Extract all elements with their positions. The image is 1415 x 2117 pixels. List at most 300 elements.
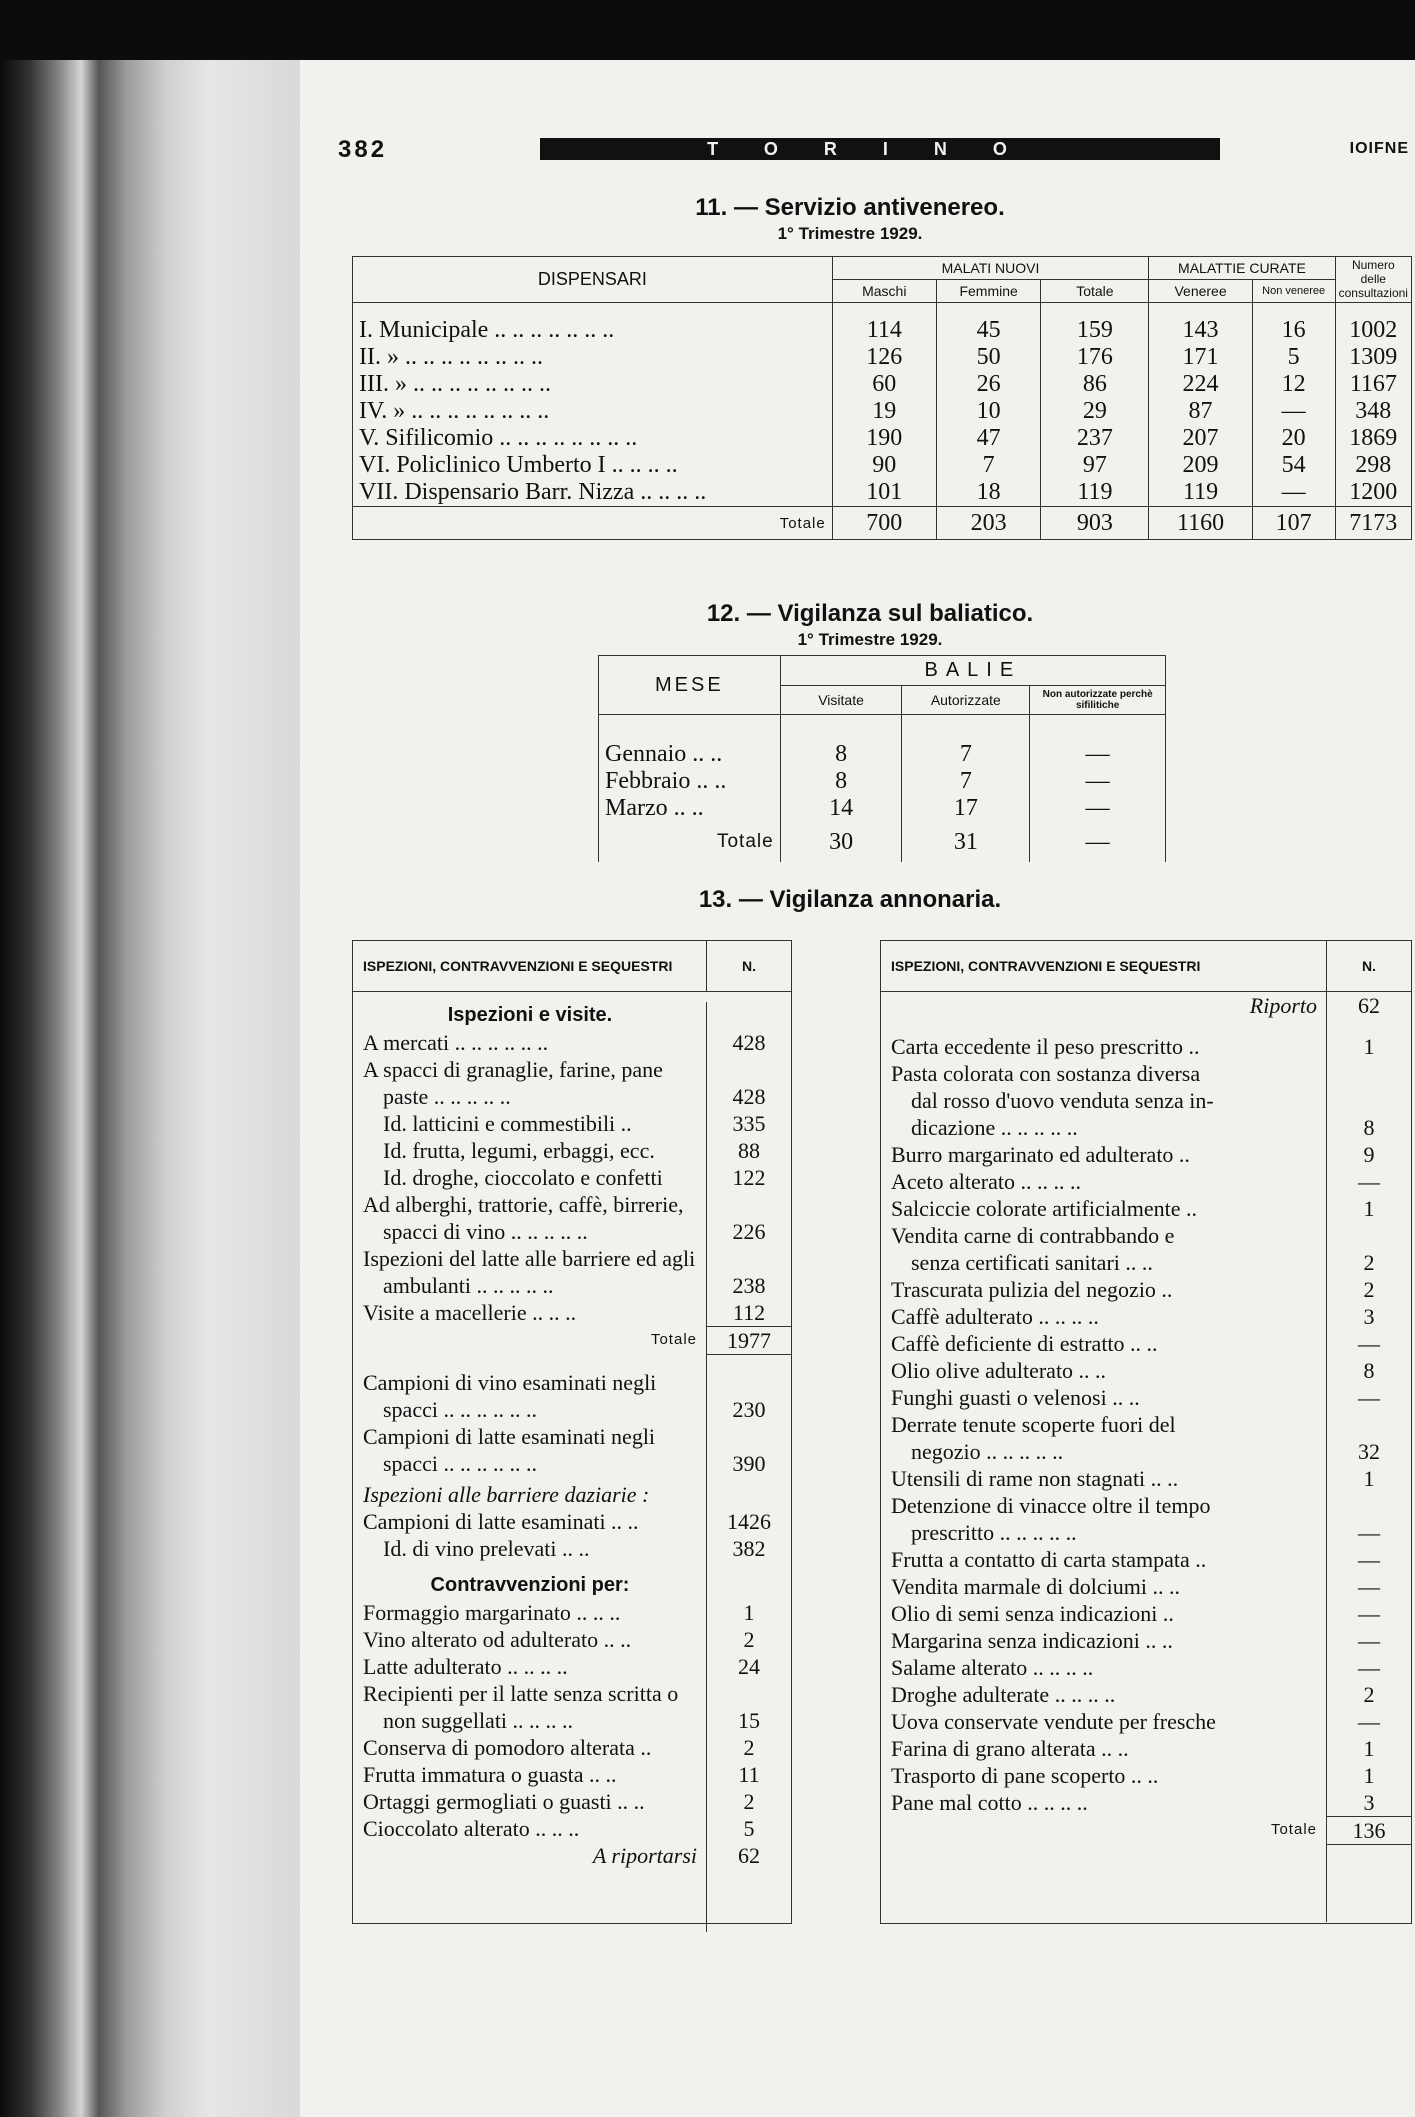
item-text: Ispezioni del latte alle barriere ed agli <box>363 1246 696 1271</box>
list-item <box>881 1384 1411 1411</box>
item-text: Droghe adulterate .. .. .. .. <box>891 1682 1116 1707</box>
list-item <box>881 1465 1411 1492</box>
item-text: Pasta colorata con sostanza diversa <box>891 1061 1201 1086</box>
item-text: spacci di vino .. .. .. .. .. <box>383 1219 588 1244</box>
item-text: Id. droghe, cioccolato e confetti <box>383 1165 663 1190</box>
item-value: 11 <box>738 1762 760 1787</box>
cell-veneree: 224 <box>1149 371 1252 398</box>
item-value: 112 <box>732 1300 766 1325</box>
cell-femmine: 7 <box>936 452 1041 479</box>
item-text: Conserva di pomodoro alterata .. <box>363 1735 652 1760</box>
item-text: A spacci di granaglie, farine, pane <box>363 1057 663 1082</box>
table-row <box>599 795 1166 822</box>
cell-veneree: 119 <box>1149 479 1252 507</box>
item-value: 428 <box>732 1084 766 1109</box>
list-item <box>881 1033 1411 1060</box>
item-value: — <box>1358 1628 1380 1653</box>
cell-consultazioni: 1869 <box>1335 425 1411 452</box>
list-item <box>881 1762 1411 1789</box>
item-value <box>707 1056 791 1083</box>
header-numero-consultazioni: Numero delle consultazioni <box>1335 257 1411 303</box>
item-text: Aceto alterato .. .. .. .. <box>891 1169 1081 1194</box>
item-text: Ad alberghi, trattorie, caffè, birrerie, <box>363 1192 684 1217</box>
dispensario-name: II. » .. .. .. .. .. .. .. .. <box>353 344 833 371</box>
table-row <box>599 715 1166 769</box>
list-item <box>353 1110 791 1137</box>
list-item <box>881 1438 1411 1465</box>
item-value: 1 <box>1363 1736 1375 1761</box>
item-value: 2 <box>743 1627 755 1652</box>
list-item <box>353 1815 791 1842</box>
header-mese: MESE <box>599 656 781 715</box>
item-value <box>1327 1222 1411 1249</box>
list-item <box>881 1411 1411 1438</box>
item-text: Detenzione di vinacce oltre il tempo <box>891 1493 1211 1518</box>
cell-autorizzate: 17 <box>902 795 1030 822</box>
item-value: — <box>1358 1655 1380 1680</box>
item-text: Campioni di latte esaminati .. .. <box>363 1509 639 1534</box>
section-12-subtitle: 1° Trimestre 1929. <box>797 630 943 649</box>
list-item <box>881 1546 1411 1573</box>
item-value: 62 <box>1358 993 1380 1018</box>
list-item <box>881 1303 1411 1330</box>
item-text: Pane mal cotto .. .. .. .. <box>891 1790 1088 1815</box>
item-value: 88 <box>738 1138 760 1163</box>
item-value <box>707 1245 791 1272</box>
cell-maschi: 114 <box>832 303 936 345</box>
item-value: 335 <box>732 1111 766 1136</box>
cell-consultazioni: 1309 <box>1335 344 1411 371</box>
item-value: 3 <box>1363 1304 1375 1329</box>
cell-non-veneree: 16 <box>1252 303 1335 345</box>
item-text: Recipienti per il latte senza scritta o <box>363 1681 679 1706</box>
item-value: 2 <box>1363 1277 1375 1302</box>
list-item <box>881 1600 1411 1627</box>
totale-femmine: 203 <box>936 507 1041 540</box>
cell-veneree: 209 <box>1149 452 1252 479</box>
item-value: — <box>1358 1331 1380 1356</box>
item-value: 8 <box>1363 1358 1375 1383</box>
table-row <box>353 371 1412 398</box>
cell-consultazioni: 1167 <box>1335 371 1411 398</box>
section-11-title: 11. — Servizio antivenereo. <box>695 194 1005 221</box>
item-text: ambulanti .. .. .. .. .. <box>383 1273 554 1298</box>
list-item <box>881 1681 1411 1708</box>
item-text: Uova conservate vendute per fresche <box>891 1709 1216 1734</box>
cell-non-aut: — <box>1030 795 1166 822</box>
item-value: 8 <box>1363 1115 1375 1140</box>
list-item <box>881 1168 1411 1195</box>
item-text: Olio di semi senza indicazioni .. <box>891 1601 1174 1626</box>
item-text: Id. latticini e commestibili .. <box>383 1111 632 1136</box>
dispensario-name: I. Municipale .. .. .. .. .. .. .. <box>353 303 833 345</box>
item-text: non suggellati .. .. .. .. <box>383 1708 574 1733</box>
item-value: 1 <box>1363 1466 1375 1491</box>
cell-maschi: 101 <box>832 479 936 507</box>
item-value: — <box>1358 1601 1380 1626</box>
item-text: Vendita marmale di dolciumi .. .. <box>891 1574 1180 1599</box>
item-value: 32 <box>1358 1439 1380 1464</box>
list-item <box>353 1535 791 1562</box>
n-header-left: N. <box>742 958 756 974</box>
list-item <box>881 1519 1411 1546</box>
cell-non-veneree: 5 <box>1252 344 1335 371</box>
cell-visitate: 8 <box>780 768 902 795</box>
item-text: Farina di grano alterata .. .. <box>891 1736 1129 1761</box>
item-text: Latte adulterato .. .. .. .. <box>363 1654 568 1679</box>
item-value: 390 <box>732 1451 766 1476</box>
item-value <box>707 1002 791 1029</box>
item-text: prescritto .. .. .. .. .. <box>911 1520 1077 1545</box>
list-item <box>881 1249 1411 1276</box>
cell-autorizzate: 7 <box>902 768 1030 795</box>
cell-non-veneree: 12 <box>1252 371 1335 398</box>
list-item <box>881 992 1411 1019</box>
dispensario-name: IV. » .. .. .. .. .. .. .. .. <box>353 398 833 425</box>
col-header-right: ISPEZIONI, CONTRAVVENZIONI E SEQUESTRI <box>881 941 1327 991</box>
item-text: Caffè adulterato .. .. .. .. <box>891 1304 1099 1329</box>
list-item <box>353 1788 791 1815</box>
cell-maschi: 126 <box>832 344 936 371</box>
list-item <box>881 1222 1411 1249</box>
item-text: Ortaggi germogliati o guasti .. .. <box>363 1789 645 1814</box>
table-row <box>599 768 1166 795</box>
list-item <box>881 1141 1411 1168</box>
list-item <box>353 1002 791 1029</box>
totale-visitate: 30 <box>780 822 902 862</box>
cell-totale: 159 <box>1041 303 1149 345</box>
cell-femmine: 26 <box>936 371 1041 398</box>
header-maschi: Maschi <box>832 280 936 303</box>
item-text: Formaggio margarinato .. .. .. <box>363 1600 621 1625</box>
item-text: spacci .. .. .. .. .. .. <box>383 1397 537 1422</box>
item-text: Frutta immatura o guasta .. .. <box>363 1762 617 1787</box>
mese-name: Febbraio .. .. <box>599 768 781 795</box>
item-text: Funghi guasti o velenosi .. .. <box>891 1385 1140 1410</box>
item-text: Carta eccedente il peso prescritto .. <box>891 1034 1200 1059</box>
list-item <box>353 1299 791 1326</box>
cell-non-veneree: — <box>1252 398 1335 425</box>
cell-non-aut: — <box>1030 715 1166 769</box>
cell-femmine: 47 <box>936 425 1041 452</box>
item-text: Riporto <box>1249 993 1317 1018</box>
item-value: 1977 <box>707 1326 791 1355</box>
header-visitate: Visitate <box>780 686 902 715</box>
list-item <box>881 1708 1411 1735</box>
list-item <box>881 1019 1411 1033</box>
item-text: senza certificati sanitari .. .. <box>911 1250 1153 1275</box>
cell-veneree: 87 <box>1149 398 1252 425</box>
item-text <box>353 1355 707 1369</box>
item-value: 62 <box>738 1843 760 1868</box>
list-item <box>353 1599 791 1626</box>
book-binding <box>0 60 300 2117</box>
item-text: A mercati .. .. .. .. .. .. <box>363 1030 549 1055</box>
item-value: 1426 <box>727 1509 771 1534</box>
list-item <box>881 1357 1411 1384</box>
item-text: Ispezioni e visite. <box>447 1004 613 1026</box>
item-value <box>707 1680 791 1707</box>
list-item <box>353 1029 791 1056</box>
item-value <box>707 1481 791 1508</box>
cell-non-veneree: — <box>1252 479 1335 507</box>
item-value: 382 <box>732 1536 766 1561</box>
item-text <box>881 1019 1327 1033</box>
cell-maschi: 90 <box>832 452 936 479</box>
list-item <box>881 1816 1411 1845</box>
item-value: 1 <box>1363 1034 1375 1059</box>
item-text: Burro margarinato ed adulterato .. <box>891 1142 1190 1167</box>
item-value <box>1327 1060 1411 1087</box>
table-row <box>353 398 1412 425</box>
cell-femmine: 45 <box>936 303 1041 345</box>
item-text: Campioni di latte esaminati negli <box>363 1424 656 1449</box>
annonaria-right-column <box>880 940 1412 1924</box>
running-title-right: IOIFNE <box>1349 140 1409 157</box>
header-veneree: Veneree <box>1149 280 1252 303</box>
list-item <box>881 1087 1411 1114</box>
table-row <box>353 303 1412 345</box>
list-item <box>881 1276 1411 1303</box>
item-text: negozio .. .. .. .. .. <box>911 1439 1064 1464</box>
item-text: Utensili di rame non stagnati .. .. <box>891 1466 1179 1491</box>
item-value <box>1327 1019 1411 1033</box>
cell-femmine: 10 <box>936 398 1041 425</box>
cell-non-veneree: 54 <box>1252 452 1335 479</box>
list-item <box>353 1272 791 1299</box>
antivenereo-table <box>352 256 1412 540</box>
item-value: 2 <box>1363 1682 1375 1707</box>
list-item <box>881 1492 1411 1519</box>
list-item <box>353 1734 791 1761</box>
item-value: 15 <box>738 1708 760 1733</box>
totale-maschi: 700 <box>832 507 936 540</box>
item-value: — <box>1358 1574 1380 1599</box>
header-malattie-curate: MALATTIE CURATE <box>1149 257 1335 280</box>
totale-consultazioni: 7173 <box>1335 507 1411 540</box>
table-row <box>353 452 1412 479</box>
header-femmine: Femmine <box>936 280 1041 303</box>
baliatico-table <box>598 655 1166 862</box>
item-value: 226 <box>732 1219 766 1244</box>
list-item <box>353 1137 791 1164</box>
item-text: Trasporto di pane scoperto .. .. <box>891 1763 1159 1788</box>
list-item <box>881 1627 1411 1654</box>
list-item <box>881 1195 1411 1222</box>
item-text: Ispezioni alle barriere daziarie : <box>363 1482 650 1507</box>
list-item <box>353 1572 791 1599</box>
list-item <box>353 1355 791 1369</box>
item-value: 1 <box>1363 1196 1375 1221</box>
item-value: — <box>1358 1709 1380 1734</box>
cell-autorizzate: 7 <box>902 715 1030 769</box>
cell-non-veneree: 20 <box>1252 425 1335 452</box>
item-text: Cioccolato alterato .. .. .. <box>363 1816 580 1841</box>
list-item <box>353 1326 791 1355</box>
list-item <box>353 1626 791 1653</box>
item-text: Salame alterato .. .. .. .. <box>891 1655 1094 1680</box>
item-value: 1 <box>743 1600 755 1625</box>
list-item <box>353 1481 791 1508</box>
item-text: Frutta a contatto di carta stampata .. <box>891 1547 1207 1572</box>
cell-visitate: 14 <box>780 795 902 822</box>
item-value: 428 <box>732 1030 766 1055</box>
cell-visitate: 8 <box>780 715 902 769</box>
header-dispensari: DISPENSARI <box>353 257 833 303</box>
table-row <box>353 479 1412 507</box>
cell-totale: 97 <box>1041 452 1149 479</box>
item-text: spacci .. .. .. .. .. .. <box>383 1451 537 1476</box>
list-item <box>353 1653 791 1680</box>
list-item <box>881 1735 1411 1762</box>
cell-non-aut: — <box>1030 768 1166 795</box>
item-value: 2 <box>1363 1250 1375 1275</box>
totale-row <box>599 822 1166 862</box>
cell-totale: 29 <box>1041 398 1149 425</box>
cell-maschi: 190 <box>832 425 936 452</box>
item-value: 24 <box>738 1654 760 1679</box>
mese-name: Gennaio .. .. <box>599 715 781 769</box>
cell-maschi: 60 <box>832 371 936 398</box>
cell-consultazioni: 298 <box>1335 452 1411 479</box>
totale-label: Totale <box>599 822 781 862</box>
item-text: Totale <box>650 1331 697 1348</box>
item-value <box>707 1572 791 1599</box>
item-text: Salciccie colorate artificialmente .. <box>891 1196 1198 1221</box>
cell-veneree: 143 <box>1149 303 1252 345</box>
list-item <box>353 1369 791 1396</box>
list-item <box>353 1761 791 1788</box>
section-11-subtitle: 1° Trimestre 1929. <box>777 224 923 243</box>
cell-totale: 119 <box>1041 479 1149 507</box>
header-non-veneree: Non veneree <box>1252 280 1335 303</box>
item-value <box>707 1423 791 1450</box>
annonaria-left-column <box>352 940 792 1924</box>
item-text: Vendita carne di contrabbando e <box>891 1223 1175 1248</box>
item-value: — <box>1358 1520 1380 1545</box>
item-value <box>1327 1411 1411 1438</box>
item-text: Contravvenzioni per: <box>430 1574 630 1596</box>
totale-non-aut: — <box>1030 822 1166 862</box>
list-item <box>353 1164 791 1191</box>
list-item <box>353 1083 791 1110</box>
list-item <box>353 1245 791 1272</box>
table-row <box>353 344 1412 371</box>
item-text: dicazione .. .. .. .. .. <box>911 1115 1078 1140</box>
list-item <box>353 1842 791 1869</box>
table-row <box>353 425 1412 452</box>
col-header-left: ISPEZIONI, CONTRAVVENZIONI E SEQUESTRI <box>353 941 707 991</box>
totale-veneree: 1160 <box>1149 507 1252 540</box>
list-item <box>881 1789 1411 1816</box>
n-header-right: N. <box>1362 958 1376 974</box>
cell-maschi: 19 <box>832 398 936 425</box>
item-text: paste .. .. .. .. .. <box>383 1084 511 1109</box>
item-text: Id. frutta, legumi, erbaggi, ecc. <box>383 1138 655 1163</box>
item-value: 1 <box>1363 1763 1375 1788</box>
list-item <box>881 1060 1411 1087</box>
section-12-title: 12. — Vigilanza sul baliatico. <box>706 600 1034 627</box>
totale-non-veneree: 107 <box>1252 507 1335 540</box>
header-non-autorizzate: Non autorizzate perchè sifilitiche <box>1030 686 1166 715</box>
list-item <box>353 1218 791 1245</box>
item-value <box>707 1355 791 1369</box>
item-value: 2 <box>743 1789 755 1814</box>
header-balie: BALIE <box>780 656 1165 686</box>
item-value <box>707 1369 791 1396</box>
item-value: 230 <box>732 1397 766 1422</box>
item-text: Margarina senza indicazioni .. .. <box>891 1628 1173 1653</box>
page-number: 382 <box>338 136 388 163</box>
header-totale: Totale <box>1041 280 1149 303</box>
item-text: Totale <box>1270 1821 1317 1838</box>
item-value: 238 <box>732 1273 766 1298</box>
header-autorizzate: Autorizzate <box>902 686 1030 715</box>
item-text: Trascurata pulizia del negozio .. <box>891 1277 1173 1302</box>
cell-veneree: 171 <box>1149 344 1252 371</box>
list-item <box>881 1114 1411 1141</box>
item-text: Id. di vino prelevati .. .. <box>383 1536 590 1561</box>
cell-consultazioni: 348 <box>1335 398 1411 425</box>
dispensario-name: V. Sifilicomio .. .. .. .. .. .. .. .. <box>353 425 833 452</box>
list-item <box>881 1330 1411 1357</box>
item-value: 122 <box>732 1165 766 1190</box>
section-13-title: 13. — Vigilanza annonaria. <box>698 886 1002 913</box>
cell-totale: 237 <box>1041 425 1149 452</box>
cell-femmine: 18 <box>936 479 1041 507</box>
item-text: Caffè deficiente di estratto .. .. <box>891 1331 1158 1356</box>
list-item <box>353 1191 791 1218</box>
item-text: Olio olive adulterato .. .. <box>891 1358 1107 1383</box>
list-item <box>353 1396 791 1423</box>
item-value <box>707 1191 791 1218</box>
item-value: — <box>1358 1169 1380 1194</box>
mese-name: Marzo .. .. <box>599 795 781 822</box>
totale-autorizzate: 31 <box>902 822 1030 862</box>
item-text: Vino alterato od adulterato .. .. <box>363 1627 632 1652</box>
item-text: Campioni di vino esaminati negli <box>363 1370 657 1395</box>
item-value: — <box>1358 1547 1380 1572</box>
totale-label: Totale <box>353 507 833 540</box>
list-item <box>353 1056 791 1083</box>
list-item <box>353 1680 791 1707</box>
item-text: Derrate tenute scoperte fuori del <box>891 1412 1176 1437</box>
cell-totale: 86 <box>1041 371 1149 398</box>
list-item <box>881 1654 1411 1681</box>
list-item <box>353 1423 791 1450</box>
dispensario-name: VII. Dispensario Barr. Nizza .. .. .. .. <box>353 479 833 507</box>
list-item <box>353 1508 791 1535</box>
list-item <box>881 1573 1411 1600</box>
dispensario-name: III. » .. .. .. .. .. .. .. .. <box>353 371 833 398</box>
totale-row <box>353 507 1412 540</box>
cell-consultazioni: 1200 <box>1335 479 1411 507</box>
running-title-band: TORINO <box>540 138 1220 160</box>
list-item <box>353 1450 791 1477</box>
totale-totale: 903 <box>1041 507 1149 540</box>
cell-totale: 176 <box>1041 344 1149 371</box>
item-value: 9 <box>1363 1142 1375 1167</box>
item-value: 136 <box>1327 1816 1411 1845</box>
item-value <box>1327 1492 1411 1519</box>
item-value: 5 <box>743 1816 755 1841</box>
item-text: Visite a macellerie .. .. .. <box>363 1300 577 1325</box>
item-value: 2 <box>743 1735 755 1760</box>
item-value: 3 <box>1363 1790 1375 1815</box>
header-malati-nuovi: MALATI NUOVI <box>832 257 1149 280</box>
item-value <box>1327 1087 1411 1114</box>
cell-veneree: 207 <box>1149 425 1252 452</box>
